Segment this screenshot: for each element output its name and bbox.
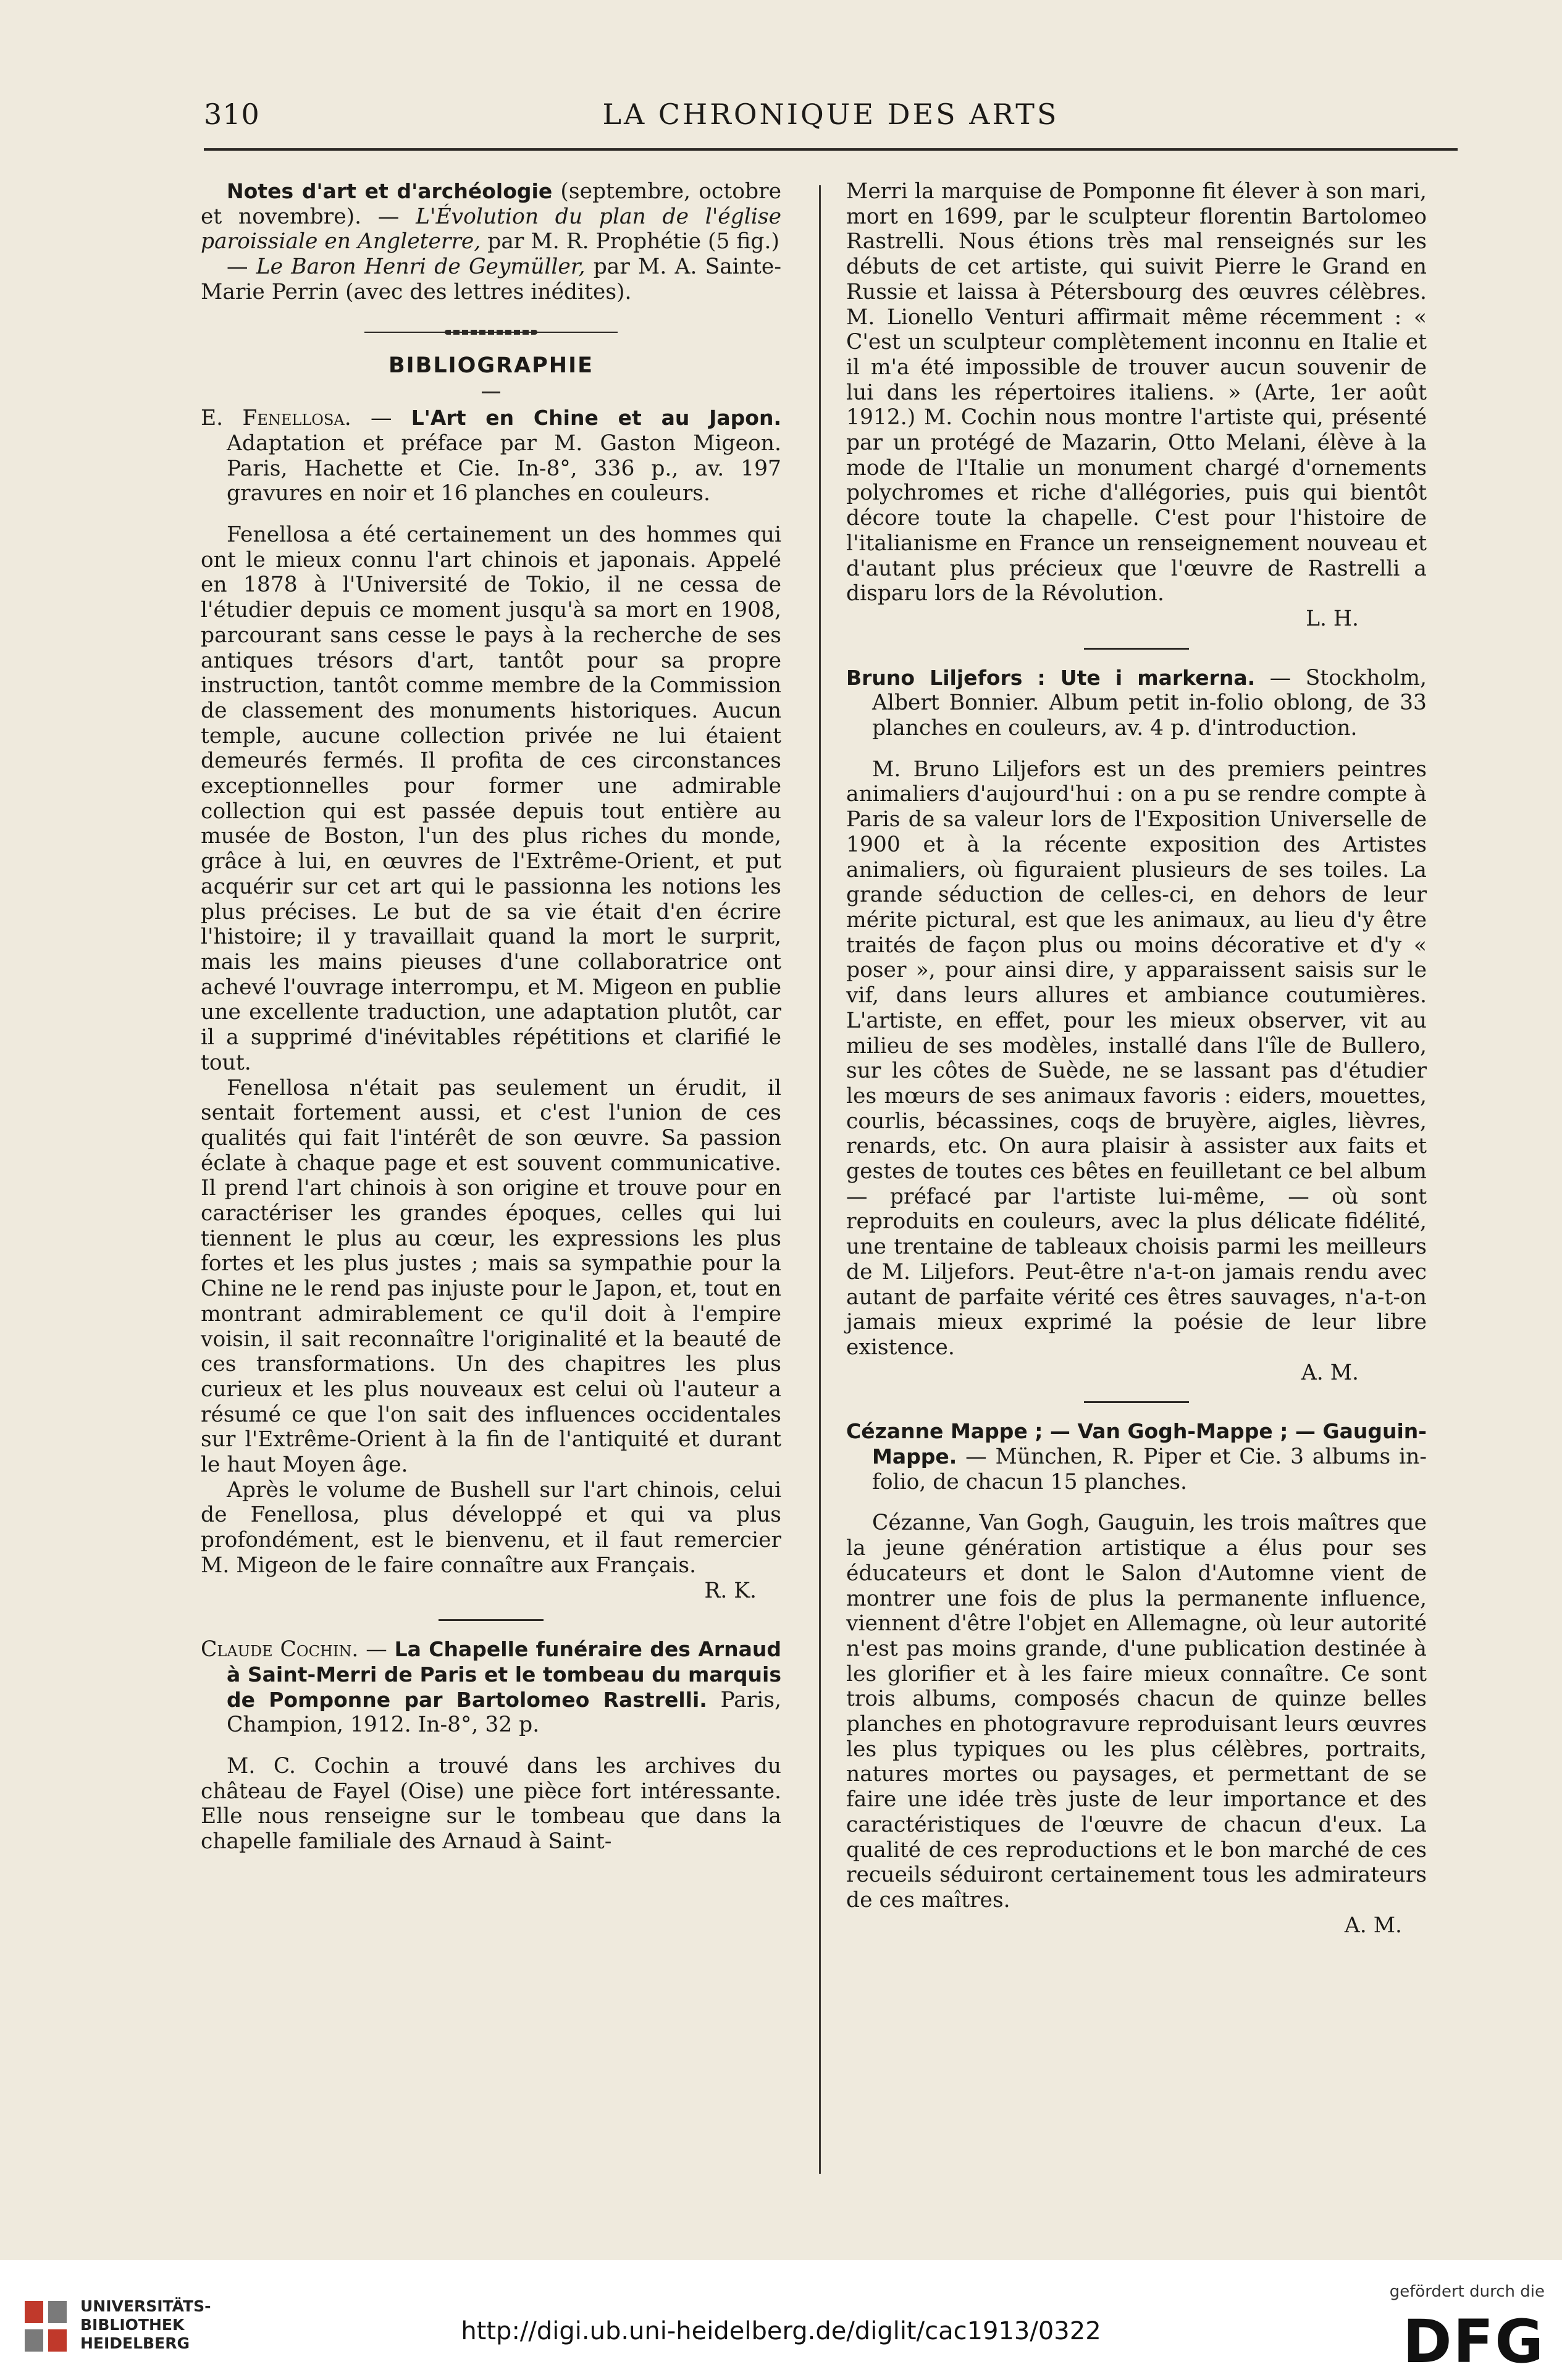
entry-divider: [1084, 648, 1189, 650]
entry-divider: [1084, 1401, 1189, 1403]
left-column: [201, 179, 781, 1854]
entry-divider: [439, 1619, 544, 1621]
entry-fenellosa-paragraph-3: Après le volume de Bushell sur l'art chinois, celui de Fenellosa, plus développé et qui va plus profondément, est le bienvenu, et il faut remercier M. Migeon de le faire connaître aux Français.: [201, 1477, 781, 1578]
entry-liljefors-paragraph: M. Bruno Liljefors est un des premiers peintres animaliers d'aujourd'hui : on a pu se rendre compte à Paris de sa valeur lors de l'Exposition Universelle de 1900 et à la récente exposition des Artistes animaliers, où figuraient plusieurs de ses toiles. La grande séduction de celles-ci, en dehors de leur mérite pictural, est que les animaux, au lieu d'y être traités de façon plus ou moins décorative et d'y « poser », pour ainsi dire, y apparaissent saisis sur le vif, dans leurs allures et ambiance coutumières. L'artiste, en effet, pour les mieux observer, vit au milieu de ses modèles, installé dans l'île de Bullero, sur les côtes de Suède, ne se lassant pas d'étudier les mœurs de ses animaux favoris : eiders, mouettes, courlis, bécassines, coqs de bruyère, aigles, lièvres, renards, etc. On aura plaisir à assister aux faits et gestes de toutes ces bêtes en feuilletant ce bel album — préfacé par l'artiste lui-même, — où sont reproduits en couleurs, avec la plus délicate fidélité, une trentaine de tableaux choisis parmi les meilleurs de M. Liljefors. Peut-être n'a-t-on jamais rendu avec autant de parfaite vérité ces êtres sauvages, n'a-t-on jamais mieux exprimé la poésie de leur libre existence.: [846, 756, 1427, 1360]
column-divider: [819, 185, 821, 2174]
entry-title: La Chapelle funéraire des Arnaud à Saint-Merri de Paris et le tombeau du marquis de Pomponne par Bartolomeo Rastrelli.: [227, 1637, 782, 1712]
source-url-link[interactable]: http://digi.ub.uni-heidelberg.de/diglit/cac1913/0322: [461, 2317, 1101, 2345]
notes-heading: Notes d'art et d'archéologie: [227, 179, 553, 203]
page-number: 310: [204, 98, 260, 131]
right-column: [846, 179, 1427, 1938]
signature: R. K.: [704, 1578, 757, 1603]
dfg-logo: DFG: [1402, 2307, 1545, 2376]
entry-author: Claude Cochin.: [201, 1637, 359, 1662]
entry-fenellosa-paragraph-2: Fenellosa n'était pas seulement un érudit, il sentait fortement aussi, et c'est l'union de ces qualités qui fait l'intérêt de son œuvre. Sa passion éclate à chaque page et est souvent communicative. Il prend l'art chinois à son origine et trouve pour en caractériser les grandes époques, celles qui lui tiennent le plus au cœur, les expressions les plus fortes et les plus justes ; mais sa sympathie pour la Chine ne le rend pas injuste pour le Japon, et, tout en montrant admirablement ce qu'il doit à l'empire voisin, il sait reconnaître l'originalité et la beauté de ces transformations. Un des chapitres les plus curieux et les plus nouveaux est celui où l'auteur a résumé ce que l'on sait des influences occidentales sur l'Extrême-Orient à la fin de l'antiquité et durant le haut Moyen âge.: [201, 1075, 781, 1478]
entry-title: Cézanne Mappe ; — Van Gogh-Mappe ; — Gauguin-Mappe.: [846, 1419, 1427, 1469]
entry-author: E. Fenellosa.: [201, 406, 351, 431]
entry-title: L'Art en Chine et au Japon.: [411, 406, 781, 430]
entry-mappe-paragraph: Cézanne, Van Gogh, Gauguin, les trois maîtres que la jeune génération artistique a élus pour ses éducateurs et dont le Salon d'Automne vient de montrer une fois de plus la permanente influence, viennent d'être l'objet en Allemagne, où leur autorité n'est pas moins grande, d'une publication destinée à les glorifier et à les faire mieux connaître. Ce sont trois albums, composés chacun de quinze belles planches en photogravure reproduisant leurs œuvres les plus typiques ou les plus célèbres, portraits, natures mortes ou paysages, et permettant de se faire une idée très juste de leur importance et des caractéristiques de l'œuvre de chacun d'eux. La qualité de ces reproductions et le bon marché de ces recueils séduiront certainement tous les admirateurs de ces maîtres.: [846, 1511, 1427, 1913]
ornament-divider: [364, 330, 618, 335]
section-title: BIBLIOGRAPHIE: [388, 353, 594, 378]
digitization-footer: [0, 2260, 1562, 2380]
page-header: [204, 86, 1458, 142]
signature: A. M.: [1344, 1913, 1402, 1938]
entry-title: Bruno Liljefors : Ute i markerna.: [846, 665, 1256, 690]
entry-cochin-paragraph: M. C. Cochin a trouvé dans les archives du château de Fayel (Oise) une pièce fort intéressante. Elle nous renseigne sur le tombeau que dans la chapelle familiale des Arnaud à Saint-: [201, 1754, 781, 1854]
section-dash: [482, 392, 500, 393]
entry-cochin-continuation: Merri la marquise de Pomponne fit élever à son mari, mort en 1699, par le sculpteur florentin Bartolomeo Rastrelli. Nous étions très mal renseignés sur les débuts de cet artiste, qui suivit Pierre le Grand en Russie et laissa à Pétersbourg des œuvres célèbres. M. Lionello Venturi affirmait même récemment : « C'est un sculpteur complètement inconnu en Italie et il m'a été impossible de trouver aucun souvenir de lui dans les répertoires italiens. » (Arte, 1er août 1912.) M. Cochin nous montre l'artiste qui, présenté par un protégé de Mazarin, Otto Melani, élève à la mode de l'Italie un monument chargé d'ornements polychromes et riche d'allégories, puis qui bientôt décore toute la chapelle. C'est pour l'histoire de l'italianisme en France un renseignement nouveau et d'autant plus précieux que l'œuvre de Rastrelli a disparu lors de la Révolution.: [846, 179, 1427, 606]
entry-liljefors-citation: Bruno Liljefors : Ute i markerna. — Stockholm, Albert Bonnier. Album petit in-folio oblong, de 33 planches en couleurs, av. 4 p. d'introduction.: [846, 665, 1427, 741]
header-rule: [204, 148, 1458, 151]
signature: A. M.: [1301, 1360, 1359, 1385]
entry-cochin-citation: Claude Cochin. — La Chapelle funéraire des Arnaud à Saint-Merri de Paris et le tombeau du marquis de Pomponne par Bartolomeo Rastrelli. Paris, Champion, 1912. In-8°, 32 p.: [201, 1637, 782, 1738]
entry-mappe-citation: Cézanne Mappe ; — Van Gogh-Mappe ; — Gauguin-Mappe. — München, R. Piper et Cie. 3 albums in-folio, de chacun 15 planches.: [846, 1419, 1427, 1494]
entry-fenellosa-paragraph-1: Fenellosa a été certainement un des hommes qui ont le mieux connu l'art chinois et japonais. Appelé en 1878 à l'Université de Tokio, il ne cessa de l'étudier depuis ce moment jusqu'à sa mort en 1908, parcourant sans cesse le pays à la recherche de ses antiques trésors d'art, tantôt pour sa propre instruction, tantôt comme membre de la Commission de classement des monuments historiques. Aucun temple, aucune collection privée ne lui étaient demeurés fermés. Il profita de ces circonstances exceptionnelles pour former une admirable collection qui est passée depuis tout entière au musée de Boston, l'un des plus riches du monde, grâce à lui, en œuvres de l'Extrême-Orient, et put acquérir sur cet art qui le passionna les notions les plus précises. Le but de sa vie était d'en écrire l'histoire; il y travaillait quand la mort le surprit, mais les mains pieuses d'une collaboratrice ont achevé l'ouvrage interrompu, et M. Migeon en publie une excellente traduction, une adaptation plutôt, car il a supprimé d'inévitables répétitions et clarifié le tout.: [201, 522, 781, 1075]
signature: L. H.: [1306, 606, 1359, 631]
entry-fenellosa-citation: E. Fenellosa. — L'Art en Chine et au Japon. Adaptation et préface par M. Gaston Migeon. Paris, Hachette et Cie. In-8°, 336 p., av. 197 gravures en noir et 16 planches en couleurs.: [201, 406, 781, 506]
running-title: LA CHRONIQUE DES ARTS: [602, 98, 1059, 131]
notes-paragraph-1: Notes d'art et d'archéologie (septembre, octobre et novembre). — L'Évolution du plan de l'église paroissiale en Angleterre, par M. R. Prophétie (5 fig.): [201, 179, 781, 254]
notes-paragraph-2: — Le Baron Henri de Geymüller, par M. A. Sainte-Marie Perrin (avec des lettres inédites).: [201, 254, 781, 304]
funding-note: gefördert durch die: [1389, 2282, 1545, 2301]
library-name: UNIVERSITÄTS- BIBLIOTHEK HEIDELBERG: [80, 2297, 211, 2352]
